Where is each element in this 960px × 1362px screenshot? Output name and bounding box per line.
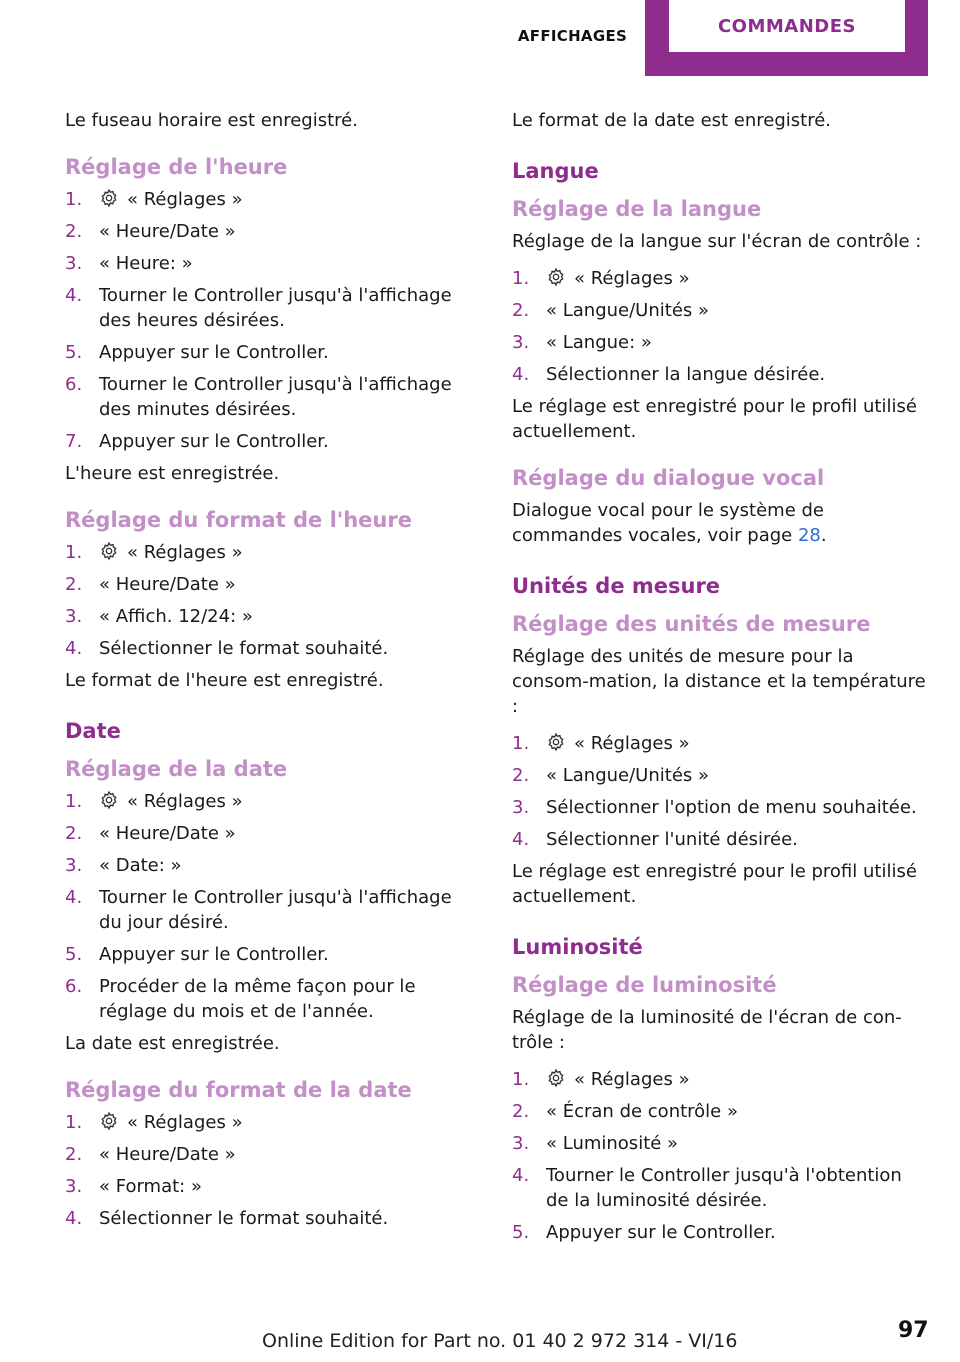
step-item [65, 219, 480, 244]
left-column [65, 108, 480, 1238]
step-item [65, 429, 480, 454]
step-item [65, 187, 480, 212]
step-text: « Réglages » [574, 268, 690, 289]
step-number: 4. [512, 1165, 530, 1186]
step-number: 3. [65, 1176, 83, 1197]
right-column [512, 108, 927, 1252]
step-number: 1. [65, 542, 83, 563]
heading-voice-dialog: Réglage du dialogue vocal [512, 466, 825, 490]
step-text: Tourner le Controller jusqu'à l'affichage des minutes désirées. [99, 374, 452, 420]
language-steps [512, 266, 927, 387]
step-number: 1. [65, 1112, 83, 1133]
voice-desc [512, 498, 927, 548]
page-header [0, 0, 960, 80]
tab-commandes[interactable]: COMMANDES [669, 0, 905, 52]
heading-time-setting: Réglage de l'heure [65, 155, 288, 179]
gear-icon [546, 732, 566, 752]
time-steps [65, 187, 480, 454]
step-item [65, 821, 480, 846]
step-number: 2. [512, 1101, 530, 1122]
step-item [512, 330, 927, 355]
step-item [65, 372, 480, 422]
step-text: « Écran de contrôle » [546, 1101, 738, 1122]
step-number: 3. [512, 797, 530, 818]
heading-date-format: Réglage du format de la date [65, 1078, 412, 1102]
time-format-steps [65, 540, 480, 661]
step-number: 5. [65, 342, 83, 363]
voice-desc-text: Dialogue vocal pour le système de commandes vocales, voir page [512, 500, 824, 546]
step-text: Appuyer sur le Controller. [99, 342, 329, 363]
step-item [512, 362, 927, 387]
step-number: 2. [65, 823, 83, 844]
step-text: « Heure/Date » [99, 823, 236, 844]
step-text: « Affich. 12/24: » [99, 606, 253, 627]
step-text: Tourner le Controller jusqu'à l'affichage des heures désirées. [99, 285, 452, 331]
step-item [512, 827, 927, 852]
step-item [65, 853, 480, 878]
step-item [65, 340, 480, 365]
step-number: 6. [65, 374, 83, 395]
language-saved-text: Le réglage est enregistré pour le profil utilisé actuellement. [512, 396, 917, 442]
heading-units: Unités de mesure [512, 574, 721, 598]
step-number: 5. [512, 1222, 530, 1243]
tab-affichages[interactable]: AFFICHAGES [517, 27, 628, 45]
step-text: Tourner le Controller jusqu'à l'obtention de la luminosité désirée. [546, 1165, 902, 1211]
step-text: « Réglages » [127, 791, 243, 812]
step-text: « Luminosité » [546, 1133, 679, 1154]
date-format-saved-text: Le format de la date est enregistré. [512, 110, 832, 131]
step-item [65, 540, 480, 565]
step-item [512, 795, 927, 820]
step-text: « Heure/Date » [99, 574, 236, 595]
step-text: « Heure/Date » [99, 1144, 236, 1165]
time-zone-saved-text: Le fuseau horaire est enregistré. [65, 110, 358, 131]
date-steps [65, 789, 480, 1024]
step-item [512, 266, 927, 291]
step-number: 1. [512, 733, 530, 754]
units-steps [512, 731, 927, 852]
step-number: 6. [65, 976, 83, 997]
footer-edition: Online Edition for Part no. 01 40 2 972 314 - VI/16 [262, 1330, 738, 1352]
step-number: 1. [65, 189, 83, 210]
step-item [65, 1174, 480, 1199]
step-number: 3. [65, 253, 83, 274]
step-number: 2. [512, 300, 530, 321]
gear-icon [546, 267, 566, 287]
step-item [65, 789, 480, 814]
date-saved-text: La date est enregistrée. [65, 1033, 280, 1054]
gear-icon [99, 1111, 119, 1131]
heading-time-format: Réglage du format de l'heure [65, 508, 412, 532]
date-format-steps [65, 1110, 480, 1231]
heading-language: Langue [512, 159, 599, 183]
step-number: 4. [65, 1208, 83, 1229]
step-text: « Langue/Unités » [546, 300, 710, 321]
gear-icon [99, 790, 119, 810]
step-item [512, 1067, 927, 1092]
heading-units-setting: Réglage des unités de mesure [512, 612, 871, 636]
step-item [512, 763, 927, 788]
time-saved-text: L'heure est enregistrée. [65, 463, 280, 484]
step-text: « Heure/Date » [99, 221, 236, 242]
step-text: « Réglages » [127, 1112, 243, 1133]
step-item [512, 731, 927, 756]
step-item [65, 942, 480, 967]
units-saved-text: Le réglage est enregistré pour le profil utilisé actuellement. [512, 861, 917, 907]
step-number: 2. [65, 574, 83, 595]
step-item [65, 283, 480, 333]
heading-brightness: Luminosité [512, 935, 643, 959]
step-text: Sélectionner l'unité désirée. [546, 829, 798, 850]
step-text: Sélectionner le format souhaité. [99, 1208, 389, 1229]
step-number: 4. [65, 285, 83, 306]
step-number: 2. [65, 221, 83, 242]
gear-icon [99, 188, 119, 208]
step-item [512, 1131, 927, 1156]
gear-icon [546, 1068, 566, 1088]
step-text: « Date: » [99, 855, 182, 876]
step-number: 5. [65, 944, 83, 965]
step-item [65, 251, 480, 276]
step-number: 4. [65, 638, 83, 659]
step-number: 3. [512, 1133, 530, 1154]
step-item [512, 1220, 927, 1245]
brightness-desc: Réglage de la luminosité de l'écran de con‐trôle : [512, 1007, 902, 1053]
page-number: 97 [898, 1318, 929, 1343]
language-desc: Réglage de la langue sur l'écran de contrôle : [512, 231, 922, 252]
step-text: « Réglages » [574, 1069, 690, 1090]
step-number: 2. [512, 765, 530, 786]
step-item [65, 1110, 480, 1135]
step-item [512, 1163, 927, 1213]
tab-commandes-frame [645, 0, 928, 76]
step-text: Appuyer sur le Controller. [99, 944, 329, 965]
step-text: « Format: » [99, 1176, 202, 1197]
step-text: Procéder de la même façon pour le réglage du mois et de l'année. [99, 976, 416, 1022]
step-item [512, 1099, 927, 1124]
step-number: 3. [512, 332, 530, 353]
step-text: Sélectionner le format souhaité. [99, 638, 389, 659]
step-text: Sélectionner la langue désirée. [546, 364, 826, 385]
heading-language-setting: Réglage de la langue [512, 197, 762, 221]
step-item [65, 572, 480, 597]
step-number: 4. [65, 887, 83, 908]
step-text: « Langue/Unités » [546, 765, 710, 786]
step-number: 1. [65, 791, 83, 812]
step-item [65, 974, 480, 1024]
step-item [65, 1206, 480, 1231]
step-item [512, 298, 927, 323]
step-number: 7. [65, 431, 83, 452]
gear-icon [99, 541, 119, 561]
step-text: « Réglages » [127, 189, 243, 210]
step-number: 3. [65, 855, 83, 876]
step-item [65, 885, 480, 935]
step-text: « Réglages » [574, 733, 690, 754]
step-text: Tourner le Controller jusqu'à l'affichage du jour désiré. [99, 887, 452, 933]
units-desc: Réglage des unités de mesure pour la consom‐mation, la distance et la température : [512, 646, 926, 717]
step-number: 1. [512, 1069, 530, 1090]
step-number: 4. [512, 829, 530, 850]
step-number: 1. [512, 268, 530, 289]
heading-date: Date [65, 719, 121, 743]
step-number: 4. [512, 364, 530, 385]
step-text: Sélectionner l'option de menu souhaitée. [546, 797, 917, 818]
step-item [65, 604, 480, 629]
time-format-saved-text: Le format de l'heure est enregistré. [65, 670, 384, 691]
step-number: 3. [65, 606, 83, 627]
step-item [65, 636, 480, 661]
voice-desc-end: . [820, 525, 827, 546]
step-text: Appuyer sur le Controller. [546, 1222, 776, 1243]
step-text: « Heure: » [99, 253, 193, 274]
heading-brightness-setting: Réglage de luminosité [512, 973, 777, 997]
step-text: Appuyer sur le Controller. [99, 431, 329, 452]
page-link-28[interactable]: 28 [797, 525, 821, 546]
step-text: « Réglages » [127, 542, 243, 563]
step-text: « Langue: » [546, 332, 652, 353]
step-number: 2. [65, 1144, 83, 1165]
heading-date-setting: Réglage de la date [65, 757, 288, 781]
brightness-steps [512, 1067, 927, 1245]
step-item [65, 1142, 480, 1167]
